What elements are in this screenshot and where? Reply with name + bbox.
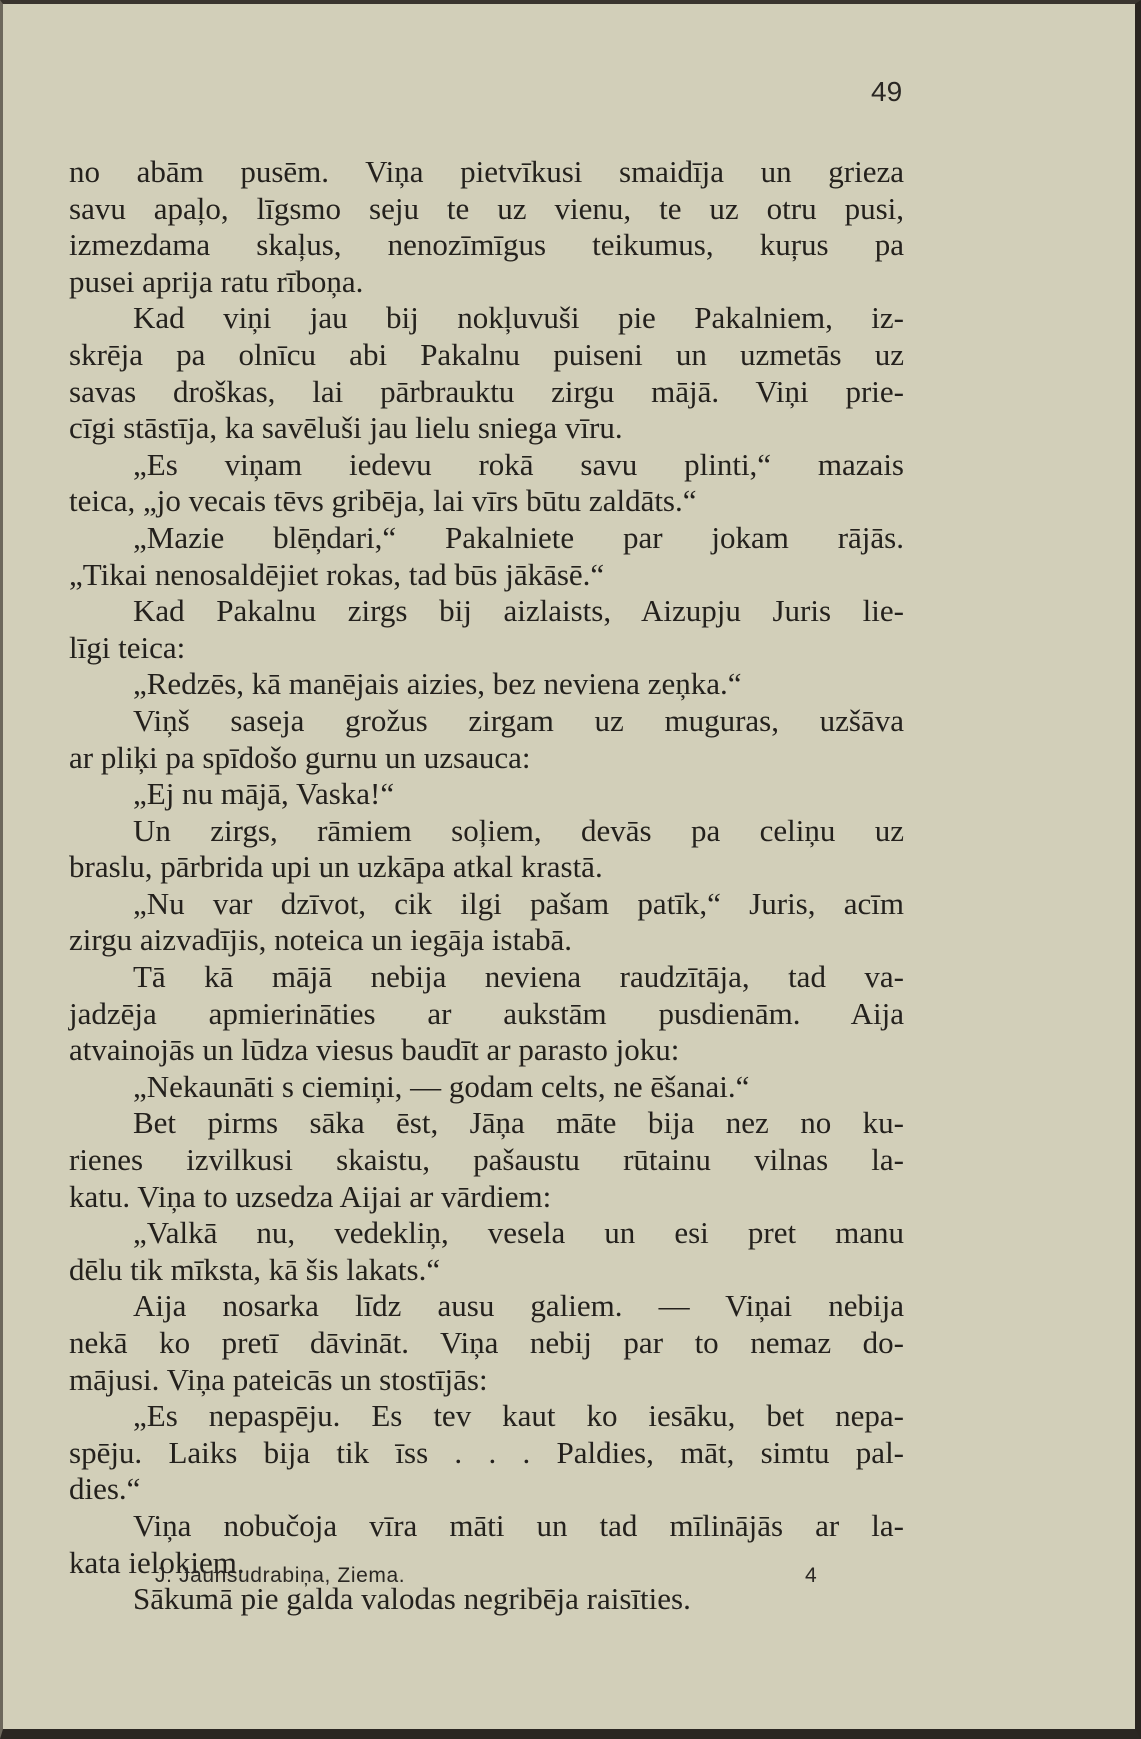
text-line: Kad Pakalnu zirgs bij aizlaists, Aizupju Juris lie- (133, 593, 904, 629)
text-line: ar pliķi pa spīdošo gurnu un uzsauca: (69, 739, 531, 775)
text-line: cīgi stāstīja, ka savēluši jau lielu sniega vīru. (69, 410, 623, 446)
text-line: katu. Viņa to uzsedza Aijai ar vārdiem: (69, 1178, 552, 1214)
text-line: „Es viņam iedevu rokā savu plinti,“ mazais (133, 446, 904, 482)
text-line: „Mazie blēņdari,“ Pakalniete par jokam rājās. (133, 519, 904, 555)
text-line: jadzēja apmierināties ar aukstām pusdienām. Aija (69, 995, 904, 1031)
text-line: dēlu tik mīksta, kā šis lakats.“ (69, 1251, 441, 1287)
text-line: „Valkā nu, vedekliņ, vesela un esi pret manu (133, 1215, 904, 1251)
text-line: Sākumā pie galda valodas negribēja raisīties. (133, 1581, 691, 1617)
text-line: nekā ko pretī dāvināt. Viņa nebij par to nemaz do- (69, 1325, 904, 1360)
text-line: mājusi. Viņa pateicās un stostījās: (69, 1361, 488, 1397)
text-line: savas droškas, lai pārbrauktu zirgu mājā. Viņi prie- (69, 373, 904, 409)
text-line: Un zirgs, rāmiem soļiem, devās pa celiņu uz (133, 812, 904, 848)
text-line: spēju. Laiks bija tik īss . . . Paldies, māt, simtu pal- (69, 1434, 904, 1470)
text-line: „Nu var dzīvot, cik ilgi pašam patīk,“ Juris, acīm (133, 885, 904, 921)
body-text (69, 154, 904, 1618)
text-line: zirgu aizvadījis, noteica un iegāja istabā. (69, 922, 572, 958)
text-line: kata ielokiem. (69, 1544, 245, 1580)
text-line: atvainojās un lūdza viesus baudīt ar parasto joku: (69, 1032, 680, 1068)
text-line: „Nekaunāti s ciemiņi, — godam celts, ne ēšanai.“ (133, 1068, 750, 1104)
text-line: braslu, pārbrida upi un uzkāpa atkal krastā. (69, 849, 603, 885)
text-line: skrēja pa olnīcu abi Pakalnu puiseni un uzmetās uz (69, 336, 904, 372)
text-line: līgi teica: (69, 629, 186, 665)
text-line: pusei aprija ratu rībоņa. (69, 263, 364, 299)
text-line: „Tikai nenosaldējiet rokas, tad būs jākāsē.“ (69, 556, 605, 592)
text-line: „Ej nu mājā, Vaska!“ (133, 776, 395, 812)
text-line: „Es nepaspēju. Es tev kaut ko iesāku, bet nepa- (133, 1398, 904, 1434)
text-line: Aija nosarka līdz ausu galiem. — Viņai nebija (133, 1288, 904, 1324)
text-line: savu apaļo, līgsmo seju te uz vienu, te uz otru pusi, (69, 190, 904, 226)
text-line: no abām pusēm. Viņa pietvīkusi smaidīja un grieza (69, 154, 904, 189)
page-number: 49 (871, 76, 903, 107)
text-line: Bet pirms sāka ēst, Jāņa māte bija nez no ku- (133, 1105, 904, 1141)
footer-signature-mark: 4 (805, 1564, 818, 1587)
footer-author-title: J. Jaunsudrabiņa, Ziema. (155, 1564, 406, 1587)
text-line: Viņa nobučoja vīra māti un tad mīlinājās ar la- (133, 1507, 904, 1543)
text-line: rienes izvilkusi skaistu, pašaustu rūtainu vilnas la- (69, 1142, 904, 1178)
text-line: „Redzēs, kā manējais aizies, bez neviena zeņka.“ (133, 666, 742, 702)
text-line: Tā kā mājā nebija neviena raudzītāja, tad va- (133, 959, 904, 995)
text-line: teica, „jo vecais tēvs gribēja, lai vīrs būtu zaldāts.“ (69, 483, 697, 519)
text-line: izmezdama skaļus, nenozīmīgus teikumus, kuŗus pa (69, 227, 904, 263)
text-line: dies.“ (69, 1471, 141, 1507)
text-line: Viņš saseja grožus zirgam uz muguras, uzšāva (133, 702, 904, 738)
text-line: Kad viņi jau bij nokļuvuši pie Pakalniem, iz- (133, 300, 904, 336)
